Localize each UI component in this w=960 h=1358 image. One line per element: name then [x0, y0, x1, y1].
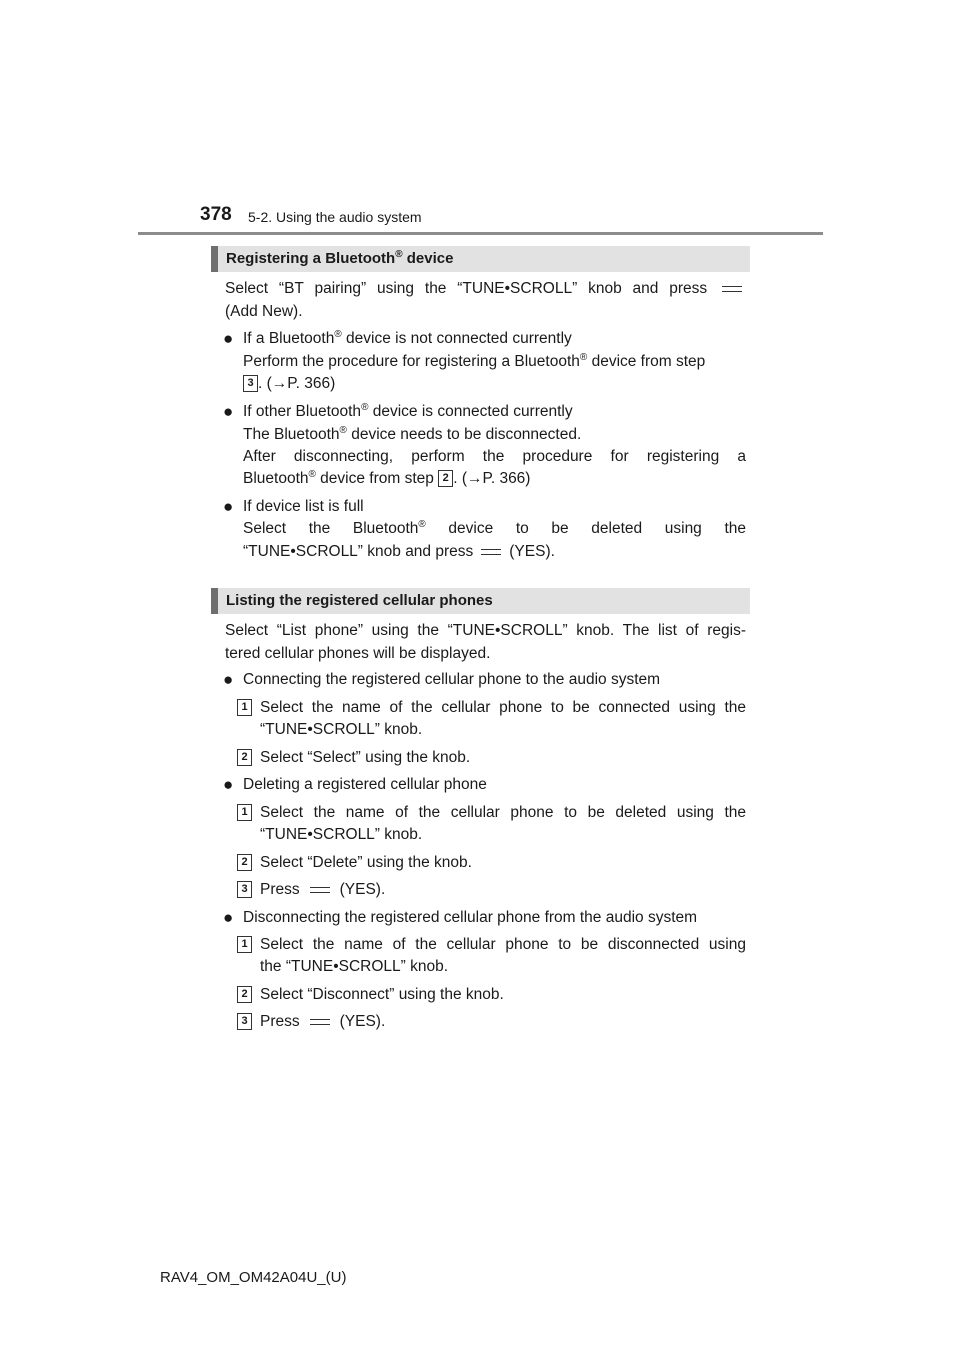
intro-line-2: (Add New). — [225, 303, 303, 320]
header-rule — [138, 232, 823, 235]
disconnect-step-1: Select the name of the cellular phone to be disconnected using — [260, 936, 746, 953]
bullet-icon: ● — [223, 329, 234, 348]
bullet2-text-2: After disconnecting, perform the procedure for registering a — [243, 448, 746, 465]
connect-step-1: Select the name of the cellular phone to be connected using the — [260, 699, 746, 716]
disconnect-step-2: Select “Disconnect” using the knob. — [260, 986, 504, 1003]
intro-line: Select “BT pairing” using the “TUNE•SCROLL” knob and press — [225, 279, 746, 299]
bullet-icon: ● — [223, 497, 234, 516]
bullet1-ref: 3 . (→P. 366) — [243, 374, 335, 394]
delete-step-3: Press (YES). — [260, 881, 386, 898]
step-3-icon: 3 — [237, 1013, 252, 1030]
bullet-icon: ● — [223, 775, 234, 794]
section-title: 5-2. Using the audio system — [248, 209, 422, 225]
delete-step-1b: “TUNE•SCROLL” knob. — [260, 826, 423, 843]
step-2-icon: 2 — [237, 854, 252, 871]
connect-step-2: Select “Select” using the knob. — [260, 749, 471, 766]
listing-intro-2: tered cellular phones will be displayed. — [225, 645, 491, 662]
step-3-icon: 3 — [237, 881, 252, 898]
step-1-icon: 1 — [237, 804, 252, 821]
bullet1-heading: If a Bluetooth® device is not connected currently — [243, 328, 572, 347]
bullet1-text: Perform the procedure for registering a Bluetooth® device from step — [243, 351, 706, 370]
page-number: 378 — [200, 204, 232, 225]
step-1-icon: 1 — [237, 699, 252, 716]
bullet2-text: The Bluetooth® device needs to be disconnected. — [243, 424, 582, 443]
delete-step-2: Select “Delete” using the knob. — [260, 854, 472, 871]
connect-heading: Connecting the registered cellular phone to the audio system — [243, 671, 661, 688]
step-2-icon: 2 — [438, 470, 453, 487]
bullet3-heading: If device list is full — [243, 498, 364, 515]
button-icon — [310, 1019, 330, 1025]
button-icon — [481, 549, 501, 555]
bullet-icon: ● — [223, 670, 234, 689]
connect-step-1b: “TUNE•SCROLL” knob. — [260, 721, 423, 738]
button-icon — [722, 286, 742, 292]
step-2-icon: 2 — [237, 986, 252, 1003]
bullet3-text-2: “TUNE•SCROLL” knob and press (YES). — [243, 543, 555, 560]
bullet2-ref: Bluetooth® device from step 2 . (→P. 366) — [243, 468, 531, 487]
bullet-icon: ● — [223, 402, 234, 421]
delete-heading: Deleting a registered cellular phone — [243, 776, 487, 793]
step-3-icon: 3 — [243, 375, 258, 392]
disconnect-heading: Disconnecting the registered cellular phone from the audio system — [243, 909, 698, 926]
step-1-icon: 1 — [237, 936, 252, 953]
section-header-listing: Listing the registered cellular phones — [211, 588, 750, 614]
delete-step-1: Select the name of the cellular phone to be deleted using the — [260, 804, 746, 821]
button-icon — [310, 887, 330, 893]
bullet3-text: Select the Bluetooth® device to be deleted using the — [243, 518, 746, 537]
bullet2-heading: If other Bluetooth® device is connected currently — [243, 401, 573, 420]
bullet-icon: ● — [223, 908, 234, 927]
disconnect-step-3: Press (YES). — [260, 1013, 386, 1030]
document-code: RAV4_OM_OM42A04U_(U) — [160, 1269, 347, 1286]
disconnect-step-1b: the “TUNE•SCROLL” knob. — [260, 958, 449, 975]
listing-intro: Select “List phone” using the “TUNE•SCROLL” knob. The list of regis- — [225, 622, 746, 639]
section-header-registering: Registering a Bluetooth® device — [211, 246, 750, 272]
step-2-icon: 2 — [237, 749, 252, 766]
